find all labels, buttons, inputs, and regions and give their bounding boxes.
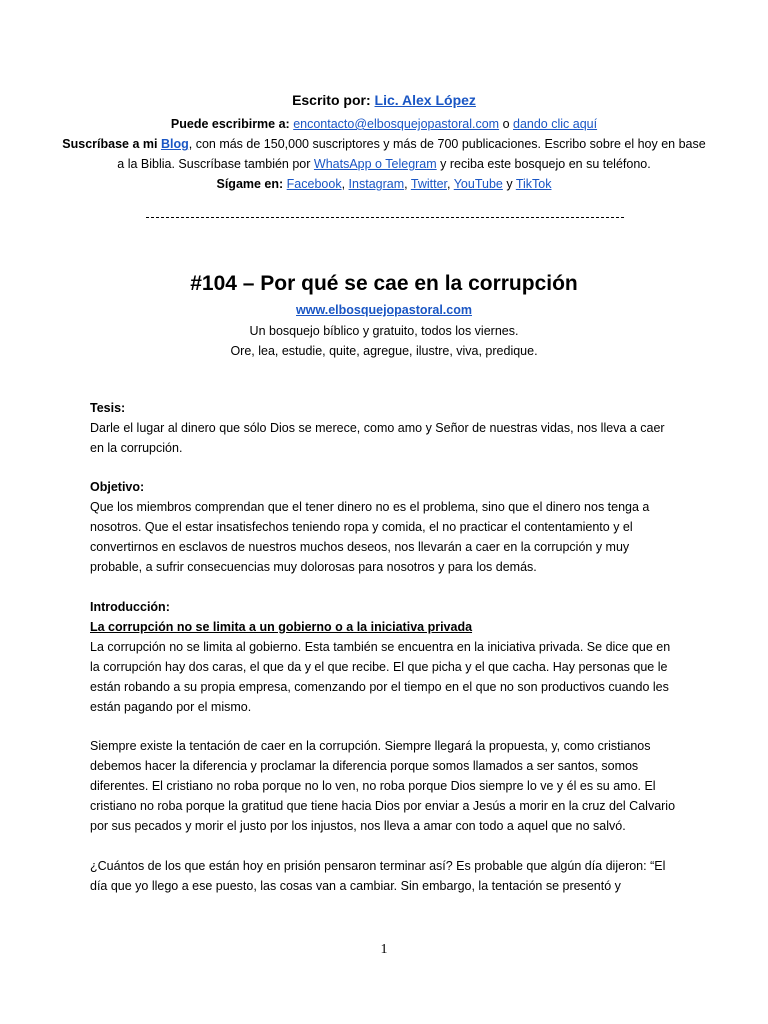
comma-2: , xyxy=(404,177,408,191)
tesis-label: Tesis: xyxy=(90,401,126,415)
subscribe-text-1: , con más de 150,000 suscriptores y más de 700 publicaciones. Escribo sobre el hoy en base a la Biblia. Suscríbase también por xyxy=(117,137,706,171)
introduccion-section xyxy=(90,597,680,717)
intro-paragraph-1: La corrupción no se limita al gobierno. Esta también se encuentra en la iniciativa privada. Se dice que en la corrupción hay dos caras, el que da y el que recibe. El que picha y el que cacha. Hay personas que le están robando a su propia empresa, comenzando por el tiempo en el que no son productivos cuando les están pagando por el mismo. xyxy=(90,640,671,714)
follow-line xyxy=(60,174,708,194)
tesis-section xyxy=(90,398,680,458)
author-line xyxy=(60,92,708,108)
whatsapp-telegram-link[interactable]: WhatsApp o Telegram xyxy=(313,157,437,171)
subscribe-text-2: y reciba este bosquejo en su teléfono. xyxy=(440,157,651,171)
youtube-link[interactable]: YouTube xyxy=(453,177,503,191)
follow-label: Sígame en: xyxy=(216,177,284,191)
tesis-text: Darle el lugar al dinero que sólo Dios se merece, como amo y Señor de nuestras vidas, nos lleva a caer en la corrupción. xyxy=(90,421,665,455)
objetivo-text: Que los miembros comprendan que el tener dinero no es el problema, sino que el dinero nos tenga a nosotros. Que el estar insatisfechos teniendo ropa y comida, el no practicar el contentamiento y el convertirnos en esclavos de nuestros muchos deseos, nos llevarán a caer en la corrupción y muy probable, a sufrir consecuencias muy dolorosas para nosotros y para los demás. xyxy=(90,500,650,574)
comma-1: , xyxy=(341,177,346,191)
subscribe-label: Suscríbase a mi xyxy=(62,137,158,151)
author-link[interactable]: Lic. Alex López xyxy=(374,92,476,108)
write-me-line xyxy=(60,114,708,134)
divider xyxy=(146,217,624,218)
click-here-link[interactable]: dando clic aquí xyxy=(513,117,598,131)
instagram-link[interactable]: Instagram xyxy=(348,177,405,191)
intro-paragraph-3: ¿Cuántos de los que están hoy en prisión pensaron terminar así? Es probable que algún día dijeron: “El día que yo llego a ese puesto, las cosas van a cambiar. Sin embargo, la tentación se presentó y xyxy=(90,859,666,893)
and-text: y xyxy=(506,177,513,191)
comma-3: , xyxy=(447,177,451,191)
document-title: #104 – Por qué se cae en la corrupción xyxy=(190,272,578,295)
subscribe-line xyxy=(60,134,708,174)
written-by-label: Escrito por: xyxy=(292,92,371,108)
website-link[interactable]: www.elbosquejopastoral.com xyxy=(296,303,472,317)
website-line xyxy=(60,303,708,317)
subtitle-2: Ore, lea, estudie, quite, agregue, ilustre, viva, predique. xyxy=(230,344,538,358)
write-me-label: Puede escribirme a: xyxy=(170,117,290,131)
subtitle-block xyxy=(60,321,708,361)
twitter-link[interactable]: Twitter xyxy=(410,177,447,191)
objetivo-label: Objetivo: xyxy=(90,480,145,494)
or-text: o xyxy=(502,117,510,131)
page-number: 1 xyxy=(380,942,388,957)
objetivo-section xyxy=(90,477,680,577)
intro-label: Introducción: xyxy=(90,600,170,614)
facebook-link[interactable]: Facebook xyxy=(286,177,342,191)
contact-block xyxy=(60,114,708,194)
subtitle-1: Un bosquejo bíblico y gratuito, todos los viernes. xyxy=(249,324,519,338)
blog-link[interactable]: Blog xyxy=(160,137,189,151)
intro-paragraph-2: Siempre existe la tentación de caer en la corrupción. Siempre llegará la propuesta, y, como cristianos debemos hacer la diferencia y proclamar la diferencia porque somos llamados a ser santos, somos diferentes. El cristiano no roba porque no lo ven, no roba porque Dios siempre lo ve y él es su amo. El cristiano no roba porque la gratitud que tiene hacia Dios por enviar a Jesús a morir en la cruz del Calvario por sus pecados y morir el justo por los injustos, nos lleva a amar con todo a aquel que no salvó. xyxy=(90,739,676,833)
intro-paragraph-3-block xyxy=(90,856,680,896)
email-link[interactable]: encontacto@elbosquejopastoral.com xyxy=(293,117,500,131)
tiktok-link[interactable]: TikTok xyxy=(515,177,552,191)
intro-paragraph-2-block xyxy=(90,736,680,836)
intro-heading: La corrupción no se limita a un gobierno o a la iniciativa privada xyxy=(90,620,473,634)
